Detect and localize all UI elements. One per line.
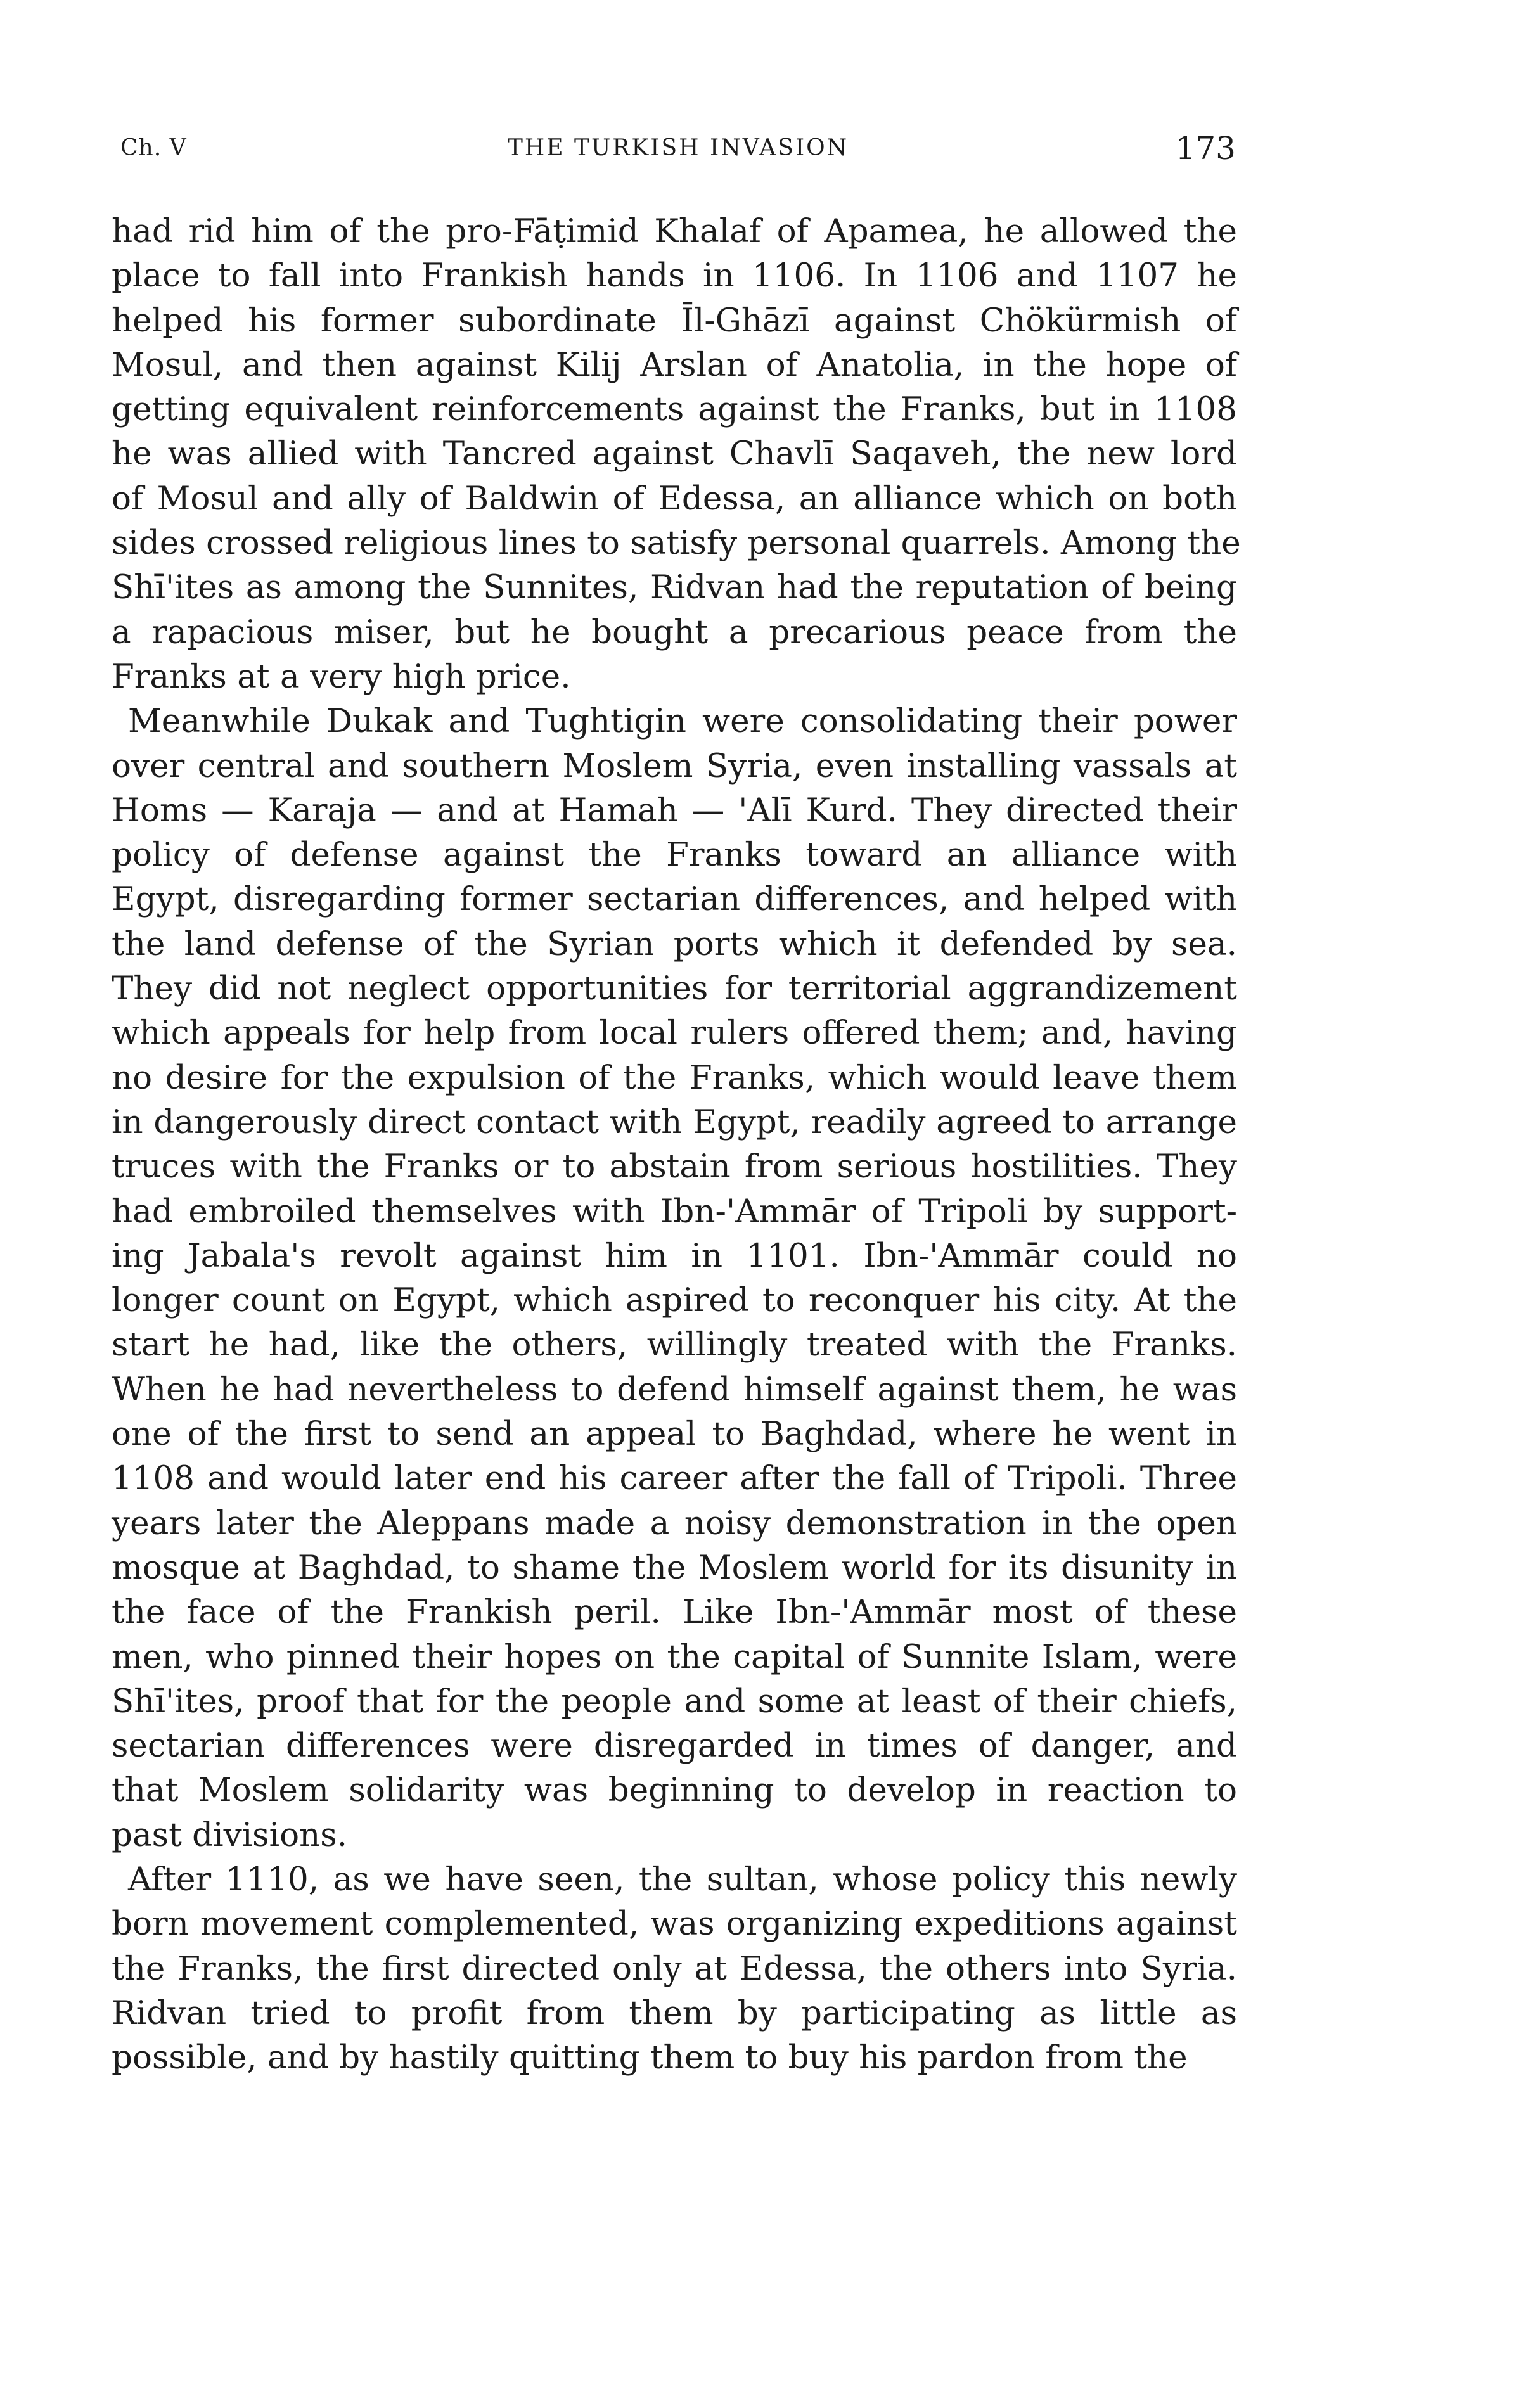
- text-line: mosque at Baghdad, to shame the Moslem world for its disunity in: [112, 1548, 1237, 1587]
- text-line: When he had nevertheless to defend himself against them, he was: [112, 1370, 1237, 1409]
- text-line: Shī'ites, proof that for the people and some at least of their chiefs,: [112, 1682, 1237, 1720]
- text-line: They did not neglect opportunities for territorial aggrandizement: [112, 970, 1237, 1008]
- text-line: past divisions.: [112, 1816, 348, 1854]
- text-line: that Moslem solidarity was beginning to develop in reaction to: [112, 1771, 1237, 1810]
- text-line: 1108 and would later end his career after the fall of Tripoli. Three: [112, 1459, 1237, 1498]
- text-line: possible, and by hastily quitting them to buy his pardon from the: [112, 2039, 1188, 2077]
- text-line: born movement complemented, was organizing expeditions against: [112, 1905, 1237, 1944]
- text-line: he was allied with Tancred against Chavlī Saqaveh, the new lord: [112, 435, 1237, 473]
- paragraph: [112, 699, 1237, 1857]
- text-line: Ridvan tried to profit from them by participating as little as: [112, 1994, 1237, 2032]
- text-line: ing Jabala's revolt against him in 1101. Ibn-'Ammār could no: [112, 1236, 1237, 1275]
- text-line: place to fall into Frankish hands in 1106. In 1106 and 1107 he: [112, 257, 1237, 295]
- text-line: one of the first to send an appeal to Baghdad, where he went in: [112, 1415, 1237, 1454]
- running-title: THE TURKISH INVASION: [507, 135, 849, 161]
- text-line: Shī'ites as among the Sunnites, Ridvan had the reputation of being: [112, 568, 1237, 607]
- text-line: sectarian differences were disregarded in times of danger, and: [112, 1727, 1237, 1765]
- text-line: the face of the Frankish peril. Like Ibn-'Ammār most of these: [112, 1593, 1237, 1632]
- running-head: [120, 130, 1236, 174]
- text-line: in dangerously direct contact with Egypt, readily agreed to arrange: [112, 1103, 1237, 1141]
- text-line: of Mosul and ally of Baldwin of Edessa, an alliance which on both: [112, 479, 1237, 518]
- text-line: men, who pinned their hopes on the capital of Sunnite Islam, were: [112, 1637, 1237, 1676]
- text-line: which appeals for help from local rulers offered them; and, having: [112, 1014, 1237, 1053]
- text-line: longer count on Egypt, which aspired to reconquer his city. At the: [112, 1281, 1237, 1320]
- text-line: the Franks, the first directed only at Edessa, the others into Syria.: [112, 1949, 1237, 1988]
- text-line: policy of defense against the Franks toward an alliance with: [112, 836, 1237, 874]
- text-line: Meanwhile Dukak and Tughtigin were consolidating their power: [128, 702, 1237, 741]
- text-line: had rid him of the pro-Fāṭimid Khalaf of Apamea, he allowed the: [112, 212, 1237, 250]
- text-line: Franks at a very high price.: [112, 657, 571, 696]
- text-line: a rapacious miser, but he bought a precarious peace from the: [112, 613, 1237, 651]
- text-line: had embroiled themselves with Ibn-'Ammār of Tripoli by support-: [112, 1192, 1237, 1231]
- text-line: over central and southern Moslem Syria, even installing vassals at: [112, 746, 1237, 785]
- text-line: After 1110, as we have seen, the sultan, whose policy this newly: [128, 1860, 1237, 1899]
- text-line: start he had, like the others, willingly treated with the Franks.: [112, 1326, 1237, 1364]
- page-number: 173: [1175, 130, 1236, 167]
- paragraph: [112, 209, 1241, 699]
- paragraph: [112, 1857, 1237, 2080]
- text-line: truces with the Franks or to abstain from serious hostilities. They: [112, 1148, 1237, 1186]
- text-line: the land defense of the Syrian ports which it defended by sea.: [112, 925, 1237, 963]
- text-line: years later the Aleppans made a noisy demonstration in the open: [112, 1504, 1237, 1542]
- text-line: sides crossed religious lines to satisfy personal quarrels. Among the: [112, 524, 1241, 563]
- text-line: Homs — Karaja — and at Hamah — 'Alī Kurd. They directed their: [112, 791, 1237, 829]
- text-line: getting equivalent reinforcements against the Franks, but in 1108: [112, 390, 1237, 429]
- body-text: [112, 209, 1241, 2080]
- text-line: Mosul, and then against Kilij Arslan of Anatolia, in the hope of: [112, 345, 1237, 384]
- text-line: helped his former subordinate Īl-Ghāzī against Chökürmish of: [112, 301, 1237, 340]
- text-line: no desire for the expulsion of the Franks, which would leave them: [112, 1058, 1237, 1097]
- text-line: Egypt, disregarding former sectarian differences, and helped with: [112, 880, 1237, 919]
- chapter-label: Ch. V: [120, 135, 187, 161]
